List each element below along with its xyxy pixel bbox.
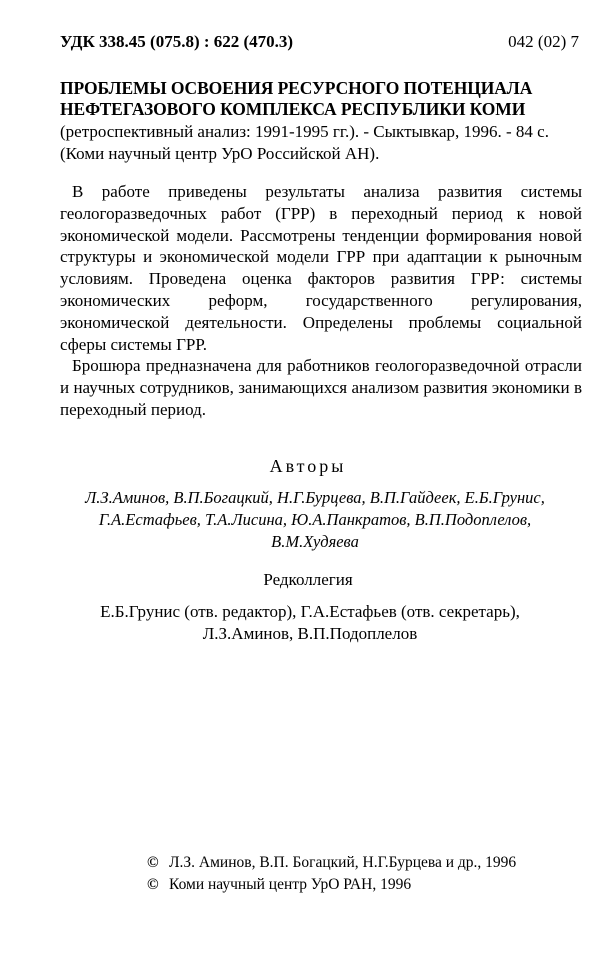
- abstract-paragraph-2: Брошюра предназначена для работников геологоразведочной отрасли и научных сотрудников, занимающихся анализом развития экономики в переходный период.: [60, 356, 582, 419]
- title-line-2: НЕФТЕГАЗОВОГО КОМПЛЕКСА РЕСПУБЛИКИ КОМИ: [60, 99, 526, 119]
- authors-line-3: В.М.Худяева: [271, 532, 359, 551]
- catalog-code: 042 (02) 7: [508, 32, 579, 51]
- bibliographic-info: (ретроспективный анализ: 1991-1995 гг.). - Сыктывкар, 1996. - 84 с. (Коми научный центр УрО Российской АН).: [60, 122, 549, 163]
- editorial-board-heading: Редколлегия: [263, 570, 353, 589]
- copyright-block: [147, 852, 516, 896]
- authors-line-1: Л.З.Аминов, В.П.Богацкий, Н.Г.Бурцева, В.П.Гайдеек, Е.Б.Грунис,: [85, 488, 545, 507]
- copyright-line-1: Л.З. Аминов, В.П. Богацкий, Н.Г.Бурцева и др., 1996: [169, 854, 517, 871]
- editorial-board-line-2: Л.З.Аминов, В.П.Подоплелов: [202, 624, 418, 643]
- copyright-row-1: [147, 852, 516, 874]
- udk-code: УДК 338.45 (075.8) : 622 (470.3): [60, 32, 294, 51]
- abstract: [60, 181, 582, 421]
- copyright-icon: ©: [147, 854, 159, 871]
- editorial-board-list: [40, 601, 580, 645]
- authors-line-2: Г.А.Естафьев, Т.А.Лисина, Ю.А.Панкратов, В.П.Подоплелов,: [98, 510, 532, 529]
- authors-heading: Авторы: [269, 456, 347, 476]
- authors-list: [50, 487, 580, 553]
- abstract-paragraph-1: В работе приведены результаты анализа развития системы геологоразведочных работ (ГРР) в переходный период к новой экономической модели. Рассмотрены тенденции формирования новой структуры и экономической модели ГРР при адаптации к рыночным условиям. Проведена оценка факторов развития ГРР: системы экономических реформ, государственного регулирования, экономической деятельности. Определены проблемы социальной сферы системы ГРР.: [60, 182, 582, 354]
- editorial-board-line-1: Е.Б.Грунис (отв. редактор), Г.А.Естафьев (отв. секретарь),: [100, 602, 520, 621]
- title-line-1: ПРОБЛЕМЫ ОСВОЕНИЯ РЕСУРСНОГО ПОТЕНЦИАЛА: [60, 78, 533, 98]
- copyright-icon: ©: [147, 876, 159, 893]
- title-block: [60, 78, 580, 165]
- copyright-line-2: Коми научный центр УрО РАН, 1996: [169, 876, 412, 893]
- copyright-row-2: [147, 874, 516, 896]
